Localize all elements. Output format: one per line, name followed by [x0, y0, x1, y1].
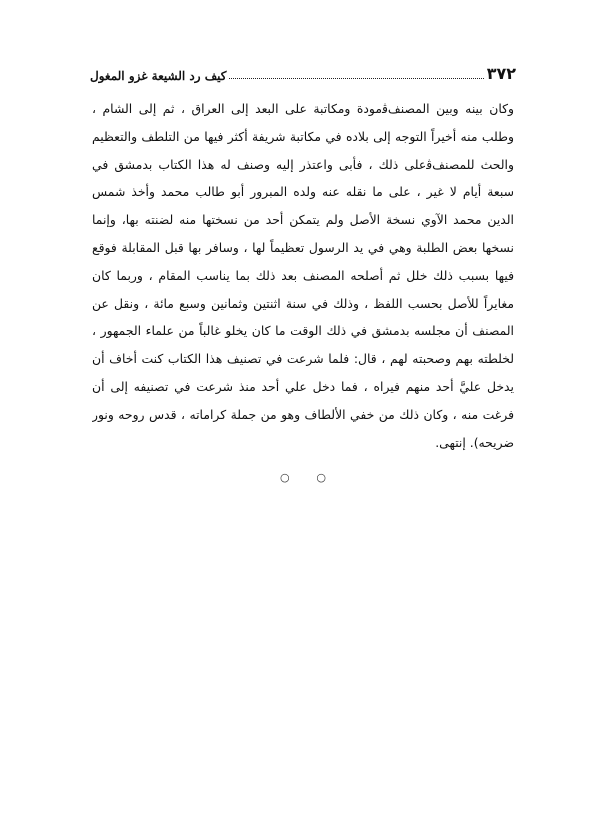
page-number: ٣٧٢: [486, 64, 516, 83]
text-line: لخلطته بهم وصحبته لهم ، قال: فلما شرعت في تصنيف هذا الكتاب كنت أخاف أن: [92, 351, 514, 367]
text-line: وطلب منه أخيراً التوجه إلى بلاده في مكاتبة شريفة أكثر فيها من التلطف والتعظيم: [92, 128, 514, 144]
text-line: سبعة أيام لا غير ، على ما نقله عنه ولده المبرور أبو طالب محمد وأخذ شمس: [92, 184, 514, 200]
running-header: [90, 60, 516, 82]
text-line: وكان بينه وبين المصنفﭬمودة ومكاتبة على البعد إلى العراق ، ثم إلى الشام ،: [92, 101, 514, 116]
text-line: فرغت منه ، وكان ذلك من خفي الألطاف وهو من جملة كراماته ، قدس روحه ونور: [92, 406, 514, 422]
text-line: مغايراً للأصل بحسب اللفظ ، وذلك في سنة اثنتين وثمانين وسبع مائة ، ونقل عن: [92, 295, 514, 311]
text-line: والحث للمصنفﭬعلى ذلك ، فأبى واعتذر إليه وصنف له هذا الكتاب بدمشق في: [92, 156, 514, 172]
book-title: كيف رد الشيعة غزو المغول: [90, 69, 227, 83]
text-line: المصنف أن مجلسه بدمشق في ذلك الوقت ما كان يخلو غالباً من علماء الجمهور ،: [92, 323, 514, 339]
text-line: يدخل عليَّ أحد منهم فيراه ، فما دخل علي أحد منذ شرعت في تصنيفه إلى أن: [92, 378, 514, 394]
text-line: الدين محمد الآوي نسخة الأصل ولم يتمكن أحد من نسختها منه لضنته بها، وإنما: [92, 212, 514, 228]
text-line-last: ضريحه). إنتهى.: [435, 434, 514, 450]
circle-ornament-icon: ○: [280, 470, 290, 484]
end-of-section-ornament: [270, 470, 336, 484]
text-line: نسخها بعض الطلبة وهي في يد الرسول تعظيماً لها ، وسافر بها قبل المقابلة فوقع: [92, 239, 514, 255]
header-dotted-leader: [229, 78, 483, 79]
text-line: فيها بسبب ذلك خلل ثم أصلحه المصنف بعد ذلك بما يناسب المقام ، وربما كان: [92, 267, 514, 283]
circle-ornament-icon: ○: [316, 470, 326, 484]
body-paragraph: [92, 95, 514, 456]
